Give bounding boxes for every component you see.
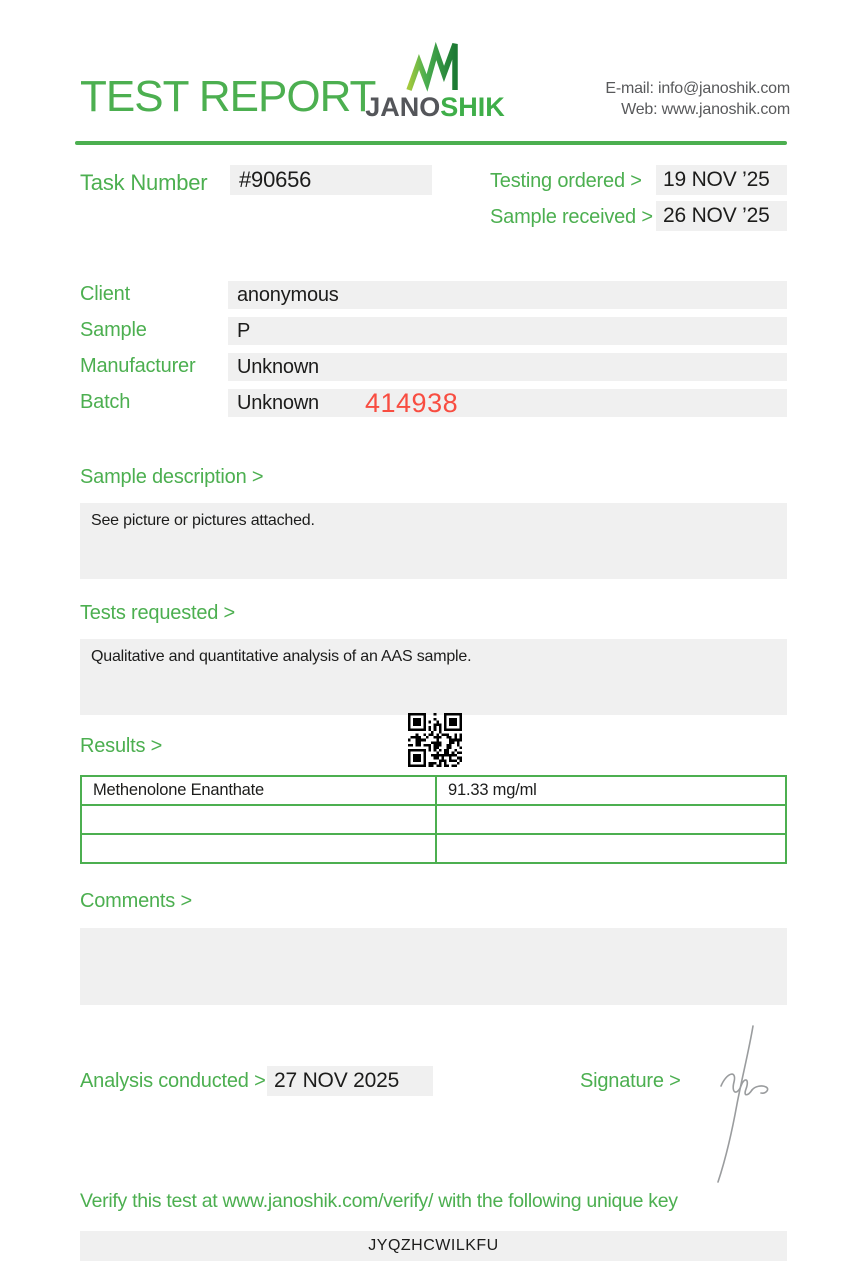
batch-label: Batch xyxy=(80,391,131,413)
tests-requested-box: Qualitative and quantitative analysis of an AAS sample. xyxy=(80,639,787,715)
signature-label: Signature > xyxy=(580,1070,681,1092)
sample-label: Sample xyxy=(80,319,147,341)
logo-text-jano: JANO xyxy=(365,92,441,122)
result-concentration xyxy=(436,834,786,863)
client-value: anonymous xyxy=(228,281,787,309)
qr-code xyxy=(408,713,462,767)
results-label: Results > xyxy=(80,735,163,757)
analysis-conducted-label: Analysis conducted > xyxy=(80,1070,266,1092)
result-substance xyxy=(81,834,436,863)
rising-chart-icon xyxy=(404,40,466,92)
task-number-value: #90656 xyxy=(230,165,432,195)
page-title: TEST REPORT xyxy=(80,72,376,121)
sample-received-date: 26 NOV ’25 xyxy=(656,201,787,231)
batch-overlay-number: 414938 xyxy=(365,388,459,418)
janoshik-logo xyxy=(360,40,510,121)
testing-ordered-date: 19 NOV ’25 xyxy=(656,165,787,195)
web-value: www.janoshik.com xyxy=(661,101,790,118)
sample-received-label: Sample received > xyxy=(490,206,653,228)
client-label: Client xyxy=(80,283,130,305)
email-value: info@janoshik.com xyxy=(657,80,790,97)
verify-instruction: Verify this test at www.janoshik.com/verify/ with the following unique key xyxy=(80,1190,678,1212)
result-substance xyxy=(81,805,436,834)
contact-web-line xyxy=(605,99,790,120)
results-row xyxy=(81,776,786,805)
result-substance: Methenolone Enanthate xyxy=(81,776,436,805)
result-concentration: 91.33 mg/ml xyxy=(436,776,786,805)
contact-block xyxy=(605,78,790,120)
comments-box xyxy=(80,928,787,1005)
signature-image xyxy=(693,1020,778,1188)
result-concentration xyxy=(436,805,786,834)
tests-requested-label: Tests requested > xyxy=(80,602,236,624)
results-row xyxy=(81,834,786,863)
analysis-conducted-date: 27 NOV 2025 xyxy=(267,1066,433,1096)
comments-label: Comments > xyxy=(80,890,192,912)
results-table xyxy=(80,775,787,864)
results-row xyxy=(81,805,786,834)
testing-ordered-label: Testing ordered > xyxy=(490,170,642,192)
logo-text-shik: SHIK xyxy=(440,92,505,122)
task-number-label: Task Number xyxy=(80,170,208,195)
sample-value: P xyxy=(228,317,787,345)
manufacturer-value: Unknown xyxy=(228,353,787,381)
sample-description-label: Sample description > xyxy=(80,466,264,488)
email-label: E-mail: xyxy=(605,80,654,97)
web-label: Web: xyxy=(621,101,658,118)
header-divider xyxy=(75,141,787,145)
logo-wordmark xyxy=(360,94,510,121)
contact-email-line xyxy=(605,78,790,99)
sample-description-box: See picture or pictures attached. xyxy=(80,503,787,579)
manufacturer-label: Manufacturer xyxy=(80,355,196,377)
batch-value: Unknown xyxy=(228,389,787,417)
verify-key: JYQZHCWILKFU xyxy=(80,1231,787,1261)
